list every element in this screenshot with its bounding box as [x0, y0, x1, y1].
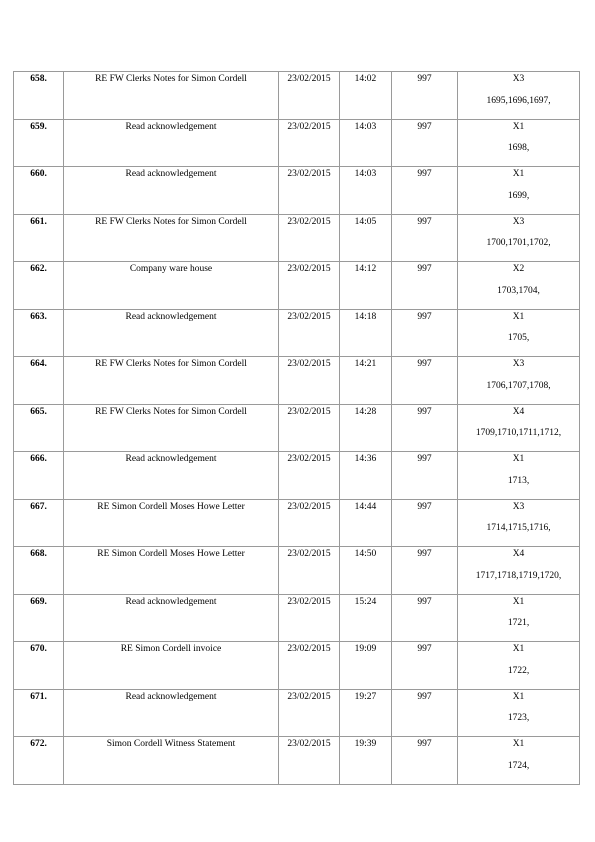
page-numbers: 1713,: [507, 475, 530, 486]
entry-time: 19:27: [354, 691, 377, 702]
entry-number-cell: [14, 309, 64, 357]
table-row: [14, 214, 580, 262]
entry-subject-cell: [64, 167, 279, 215]
entry-number: 668.: [30, 549, 47, 559]
entry-number-cell: [14, 404, 64, 452]
table-row: [14, 72, 580, 120]
entry-reference: 997: [417, 596, 432, 607]
entry-reference: 997: [417, 74, 432, 84]
entry-pages-cell: [458, 214, 580, 262]
page-numbers: 1709,1710,1711,1712,: [475, 428, 562, 438]
page-count: X3: [512, 74, 525, 84]
page-count: X4: [512, 549, 525, 559]
page-numbers: 1698,: [507, 143, 530, 153]
entry-reference-cell: [392, 689, 458, 737]
entry-pages-cell: [458, 72, 580, 120]
entry-reference-cell: [392, 594, 458, 642]
entry-number-cell: [14, 499, 64, 547]
entry-time-cell: [340, 452, 392, 500]
entry-number-cell: [14, 737, 64, 785]
entry-subject-cell: [64, 642, 279, 690]
entry-date-cell: [279, 499, 340, 547]
entry-subject-cell: [64, 737, 279, 785]
entry-reference-cell: [392, 642, 458, 690]
entry-time-cell: [340, 262, 392, 310]
entry-time-cell: [340, 547, 392, 595]
table-row: [14, 452, 580, 500]
entry-number-cell: [14, 119, 64, 167]
page-numbers: 1695,1696,1697,: [486, 95, 551, 106]
entry-date: 23/02/2015: [287, 264, 331, 274]
entry-number: 669.: [30, 596, 47, 607]
entry-number: 672.: [30, 739, 47, 749]
entry-time: 19:39: [354, 739, 377, 749]
entry-time: 14:36: [354, 454, 377, 464]
page-count: X4: [512, 406, 525, 417]
entry-time: 14:05: [354, 216, 377, 227]
entry-pages-cell: [458, 404, 580, 452]
entry-time-cell: [340, 167, 392, 215]
entry-reference-cell: [392, 214, 458, 262]
entry-time: 14:03: [354, 169, 377, 179]
entry-number: 664.: [30, 359, 47, 369]
entry-number-cell: [14, 214, 64, 262]
entry-reference: 997: [417, 644, 432, 654]
entry-date-cell: [279, 72, 340, 120]
table-row: [14, 737, 580, 785]
entry-time: 14:18: [354, 311, 377, 322]
entry-subject-cell: [64, 357, 279, 405]
entry-pages-cell: [458, 262, 580, 310]
entry-number-cell: [14, 72, 64, 120]
entry-pages-cell: [458, 594, 580, 642]
entry-reference-cell: [392, 357, 458, 405]
entry-date: 23/02/2015: [287, 311, 331, 322]
entry-number-cell: [14, 357, 64, 405]
entry-number-cell: [14, 642, 64, 690]
entry-number: 662.: [30, 264, 47, 274]
table-row: [14, 167, 580, 215]
entry-date: 23/02/2015: [287, 121, 331, 132]
entry-reference: 997: [417, 739, 432, 749]
table-row: [14, 642, 580, 690]
entry-reference: 997: [417, 311, 432, 322]
entry-reference: 997: [417, 264, 432, 274]
entry-subject: Read acknowledgement: [125, 454, 217, 464]
entry-subject-cell: [64, 689, 279, 737]
entry-date: 23/02/2015: [287, 359, 331, 369]
entry-reference-cell: [392, 72, 458, 120]
entry-number-cell: [14, 262, 64, 310]
entry-date-cell: [279, 737, 340, 785]
entry-reference-cell: [392, 119, 458, 167]
page-numbers: 1700,1701,1702,: [486, 238, 551, 248]
entry-subject-cell: [64, 452, 279, 500]
page-numbers: 1724,: [507, 760, 530, 771]
page-numbers: 1723,: [507, 713, 530, 723]
page-numbers: 1714,1715,1716,: [486, 523, 551, 533]
entry-time: 14:03: [354, 121, 377, 132]
entry-number: 671.: [30, 691, 47, 702]
entry-pages-cell: [458, 642, 580, 690]
entry-subject: Read acknowledgement: [125, 311, 217, 322]
entry-subject-cell: [64, 547, 279, 595]
table-row: [14, 309, 580, 357]
page-numbers: 1722,: [507, 665, 530, 676]
entry-time-cell: [340, 119, 392, 167]
page-count: X1: [512, 311, 525, 322]
entry-date: 23/02/2015: [287, 549, 331, 559]
entry-subject: RE FW Clerks Notes for Simon Cordell: [95, 74, 247, 84]
table-body: [14, 72, 580, 785]
entry-time-cell: [340, 594, 392, 642]
page-count: X3: [512, 216, 525, 227]
entry-date-cell: [279, 262, 340, 310]
entry-date-cell: [279, 167, 340, 215]
entry-number-cell: [14, 689, 64, 737]
entry-subject-cell: [64, 499, 279, 547]
page-numbers: 1717,1718,1719,1720,: [475, 570, 562, 581]
entry-date: 23/02/2015: [287, 454, 331, 464]
entry-number: 666.: [30, 454, 47, 464]
entry-date-cell: [279, 452, 340, 500]
page-count: X1: [512, 454, 525, 464]
entry-date-cell: [279, 689, 340, 737]
entry-reference: 997: [417, 454, 432, 464]
page-numbers: 1706,1707,1708,: [486, 380, 551, 391]
entry-number: 660.: [30, 169, 47, 179]
entry-reference-cell: [392, 737, 458, 785]
entry-subject: RE FW Clerks Notes for Simon Cordell: [95, 216, 247, 227]
page-numbers: 1721,: [507, 618, 530, 628]
entry-number-cell: [14, 547, 64, 595]
entry-pages-cell: [458, 357, 580, 405]
page-count: X3: [512, 359, 525, 369]
entry-time-cell: [340, 642, 392, 690]
entry-number: 670.: [30, 644, 47, 654]
page-count: X2: [512, 264, 525, 274]
entry-number: 661.: [30, 216, 47, 227]
entry-pages-cell: [458, 309, 580, 357]
entry-time-cell: [340, 737, 392, 785]
entry-reference: 997: [417, 549, 432, 559]
entry-time: 14:21: [354, 359, 377, 369]
entry-number-cell: [14, 452, 64, 500]
entry-time-cell: [340, 499, 392, 547]
entry-time: 14:02: [354, 74, 377, 84]
entry-reference: 997: [417, 406, 432, 417]
entry-subject: RE Simon Cordell Moses Howe Letter: [97, 549, 245, 559]
entry-number-cell: [14, 594, 64, 642]
entry-date-cell: [279, 214, 340, 262]
entry-subject: Read acknowledgement: [125, 596, 217, 607]
entry-time: 19:09: [354, 644, 377, 654]
entry-subject: Read acknowledgement: [125, 121, 217, 132]
page-count: X1: [512, 644, 525, 654]
page-count: X3: [512, 501, 525, 512]
entry-reference-cell: [392, 404, 458, 452]
entry-number: 658.: [30, 74, 47, 84]
entry-reference-cell: [392, 452, 458, 500]
page-count: X1: [512, 691, 525, 702]
entry-time: 14:28: [354, 406, 377, 417]
entry-subject: RE FW Clerks Notes for Simon Cordell: [95, 406, 247, 417]
entry-date: 23/02/2015: [287, 74, 331, 84]
entry-time: 14:50: [354, 549, 377, 559]
page-numbers: 1703,1704,: [497, 285, 540, 296]
entry-subject: Read acknowledgement: [125, 691, 217, 702]
entry-reference-cell: [392, 167, 458, 215]
entry-reference: 997: [417, 216, 432, 227]
entry-time: 14:12: [354, 264, 377, 274]
document-index-table: [13, 71, 580, 785]
entry-time-cell: [340, 357, 392, 405]
entry-date-cell: [279, 642, 340, 690]
entry-subject: RE Simon Cordell Moses Howe Letter: [97, 501, 245, 512]
entry-date-cell: [279, 357, 340, 405]
entry-subject-cell: [64, 309, 279, 357]
entry-reference-cell: [392, 262, 458, 310]
entry-date: 23/02/2015: [287, 644, 331, 654]
entry-reference: 997: [417, 169, 432, 179]
entry-date-cell: [279, 547, 340, 595]
entry-reference-cell: [392, 547, 458, 595]
entry-time: 14:44: [354, 501, 377, 512]
entry-pages-cell: [458, 737, 580, 785]
table-row: [14, 357, 580, 405]
entry-pages-cell: [458, 452, 580, 500]
entry-subject: RE FW Clerks Notes for Simon Cordell: [95, 359, 247, 369]
entry-reference: 997: [417, 359, 432, 369]
entry-time: 15:24: [354, 596, 377, 607]
entry-number: 663.: [30, 311, 47, 322]
entry-reference-cell: [392, 309, 458, 357]
entry-date-cell: [279, 404, 340, 452]
entry-date-cell: [279, 119, 340, 167]
entry-reference: 997: [417, 501, 432, 512]
entry-subject-cell: [64, 119, 279, 167]
entry-time-cell: [340, 72, 392, 120]
entry-date: 23/02/2015: [287, 691, 331, 702]
table-row: [14, 499, 580, 547]
entry-pages-cell: [458, 119, 580, 167]
entry-number: 665.: [30, 406, 47, 417]
entry-reference: 997: [417, 121, 432, 132]
entry-date: 23/02/2015: [287, 216, 331, 227]
entry-date: 23/02/2015: [287, 739, 331, 749]
entry-pages-cell: [458, 547, 580, 595]
entry-subject-cell: [64, 594, 279, 642]
entry-time-cell: [340, 404, 392, 452]
page-numbers: 1705,: [507, 333, 530, 343]
entry-date-cell: [279, 309, 340, 357]
entry-time-cell: [340, 214, 392, 262]
page-numbers: 1699,: [507, 190, 530, 201]
entry-date: 23/02/2015: [287, 169, 331, 179]
entry-subject: RE Simon Cordell invoice: [120, 644, 222, 654]
table-row: [14, 119, 580, 167]
table-row: [14, 689, 580, 737]
entry-subject: Simon Cordell Witness Statement: [106, 739, 236, 749]
page-count: X1: [512, 169, 525, 179]
entry-subject-cell: [64, 262, 279, 310]
page-count: X1: [512, 121, 525, 132]
page-count: X1: [512, 739, 525, 749]
entry-subject: Company ware house: [129, 264, 213, 274]
entry-number: 667.: [30, 501, 47, 512]
entry-date: 23/02/2015: [287, 501, 331, 512]
entry-date: 23/02/2015: [287, 596, 331, 607]
entry-date-cell: [279, 594, 340, 642]
entry-date: 23/02/2015: [287, 406, 331, 417]
entry-number: 659.: [30, 121, 47, 132]
entry-number-cell: [14, 167, 64, 215]
entry-subject-cell: [64, 404, 279, 452]
entry-time-cell: [340, 309, 392, 357]
entry-reference-cell: [392, 499, 458, 547]
table-row: [14, 404, 580, 452]
entry-subject-cell: [64, 72, 279, 120]
table-row: [14, 594, 580, 642]
entry-pages-cell: [458, 167, 580, 215]
entry-reference: 997: [417, 691, 432, 702]
entry-time-cell: [340, 689, 392, 737]
page-count: X1: [512, 596, 525, 607]
entry-pages-cell: [458, 499, 580, 547]
entry-subject-cell: [64, 214, 279, 262]
table-row: [14, 547, 580, 595]
table-row: [14, 262, 580, 310]
entry-subject: Read acknowledgement: [125, 169, 217, 179]
entry-pages-cell: [458, 689, 580, 737]
